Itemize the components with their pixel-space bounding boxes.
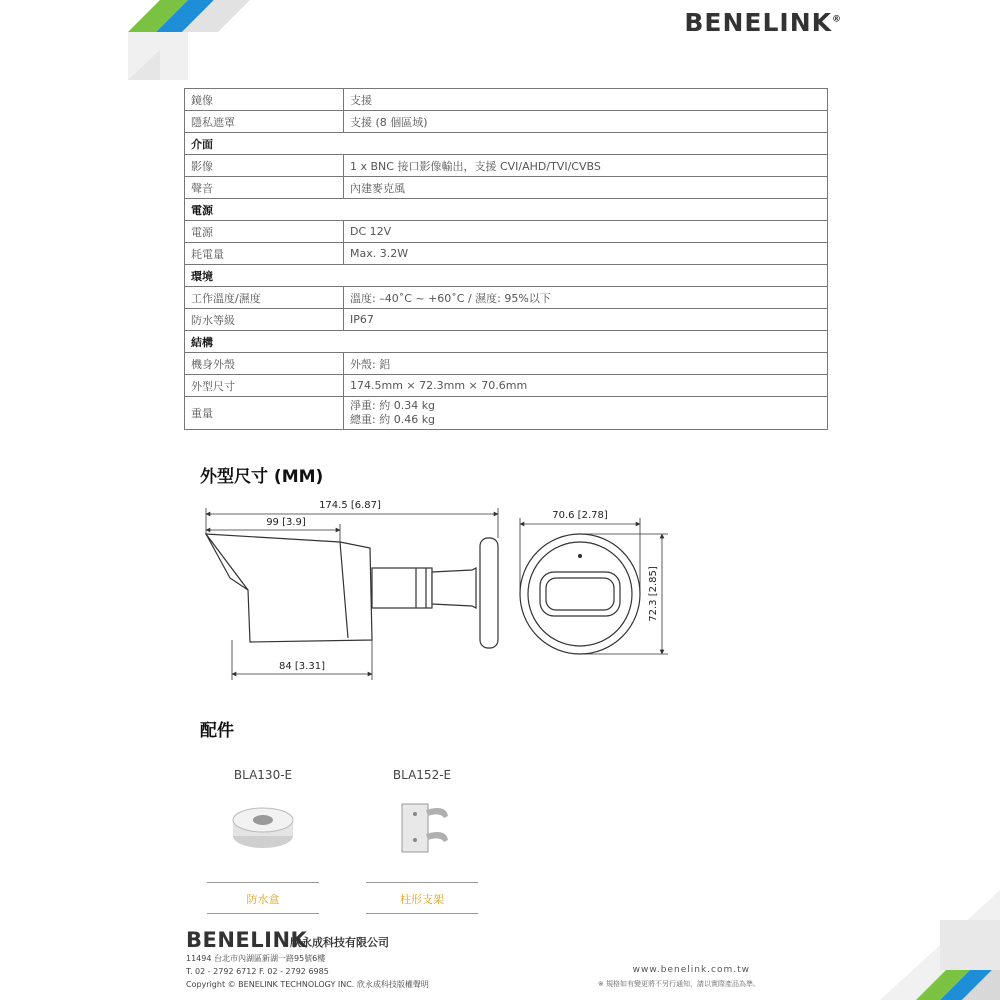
spec-value: 支援 (8 個區域) (344, 111, 828, 133)
spec-label: 電源 (185, 221, 344, 243)
spec-section-header (185, 199, 828, 221)
spec-value-line: 淨重: 約 0.34 kg (350, 399, 436, 412)
accessory-name: 柱形支架 (400, 893, 444, 906)
spec-label: 耗電量 (185, 243, 344, 265)
camera-side-view (206, 534, 498, 648)
footer-copyright: Copyright © BENELINK TECHNOLOGY INC. 欣永成科技版權聲明 (186, 980, 429, 989)
spec-value: 溫度: –40˚C ~ +60˚C / 濕度: 95%以下 (344, 287, 828, 309)
accessory-bla152 (366, 768, 478, 914)
spec-value: 174.5mm × 72.3mm × 70.6mm (344, 375, 828, 397)
accessory-code: BLA152-E (392, 768, 452, 782)
spec-section-label: 環境 (185, 265, 828, 287)
footer-company-name: 欣永成科技有限公司 (290, 936, 389, 949)
spec-row (185, 397, 828, 430)
spec-row (185, 375, 828, 397)
spec-value (344, 397, 828, 430)
dim-width: 70.6 [2.78] (552, 510, 608, 521)
registered-mark: ® (832, 14, 842, 25)
brand-logo-text: BENELINK (684, 8, 832, 37)
spec-row (185, 155, 828, 177)
spec-label: 重量 (185, 397, 344, 430)
footer-website-link[interactable]: www.benelink.com.tw (632, 965, 750, 975)
spec-label: 工作溫度/濕度 (185, 287, 344, 309)
spec-section-header (185, 133, 828, 155)
accessory-bla130 (207, 768, 319, 914)
spec-value: 1 x BNC 接口影像輸出，支援 CVI/AHD/TVI/CVBS (344, 155, 828, 177)
spec-row (185, 287, 828, 309)
spec-section-header (185, 265, 828, 287)
spec-label: 聲音 (185, 177, 344, 199)
dimensions-title: 外型尺寸 (MM) (200, 467, 324, 487)
pole-bracket-image (366, 794, 478, 858)
spec-label: 隱私遮罩 (185, 111, 344, 133)
dim-base-length: 84 [3.31] (279, 661, 325, 672)
spec-section-header (185, 331, 828, 353)
spec-row (185, 243, 828, 265)
spec-value: 內建麥克風 (344, 177, 828, 199)
dim-total-length: 174.5 [6.87] (319, 500, 381, 511)
brand-logo (684, 8, 842, 37)
spec-row (185, 353, 828, 375)
spec-row (185, 309, 828, 331)
accessory-divider (207, 913, 319, 914)
spec-value: 外殼: 鋁 (344, 353, 828, 375)
spec-row (185, 221, 828, 243)
footer-logo: BENELINK (186, 928, 308, 952)
dim-front-length: 99 [3.9] (266, 517, 306, 528)
spec-label: 影像 (185, 155, 344, 177)
corner-decoration-bottom-right (820, 890, 1000, 1000)
spec-row (185, 111, 828, 133)
spec-value: DC 12V (344, 221, 828, 243)
spec-row (185, 177, 828, 199)
footer-phone: T. 02 - 2792 6712 F. 02 - 2792 6985 (186, 967, 329, 976)
footer-address: 11494 台北市內湖區新湖一路95號6樓 (186, 954, 326, 963)
spec-section-label: 結構 (185, 331, 828, 353)
spec-label: 外型尺寸 (185, 375, 344, 397)
spec-section-label: 介面 (185, 133, 828, 155)
spec-label: 防水等級 (185, 309, 344, 331)
accessory-divider (207, 882, 319, 883)
spec-row (185, 89, 828, 111)
accessory-code: BLA130-E (233, 768, 293, 782)
spec-value: IP67 (344, 309, 828, 331)
footer-contact (186, 952, 429, 991)
spec-value: Max. 3.2W (344, 243, 828, 265)
spec-value: 支援 (344, 89, 828, 111)
spec-label: 鏡像 (185, 89, 344, 111)
spec-label: 機身外殼 (185, 353, 344, 375)
dimension-drawing (190, 490, 680, 690)
accessory-name: 防水盒 (246, 893, 280, 906)
spec-table (184, 88, 828, 430)
accessories-title: 配件 (200, 721, 234, 741)
junction-box-image (207, 794, 319, 858)
camera-front-view (520, 534, 640, 654)
accessory-divider (366, 913, 478, 914)
spec-value-line: 總重: 約 0.46 kg (350, 413, 436, 426)
accessory-divider (366, 882, 478, 883)
footer-disclaimer: ※ 規格如有變更將不另行通知，請以實際產品為準。 (597, 980, 760, 988)
dim-height: 72.3 [2.85] (648, 566, 659, 622)
spec-section-label: 電源 (185, 199, 828, 221)
